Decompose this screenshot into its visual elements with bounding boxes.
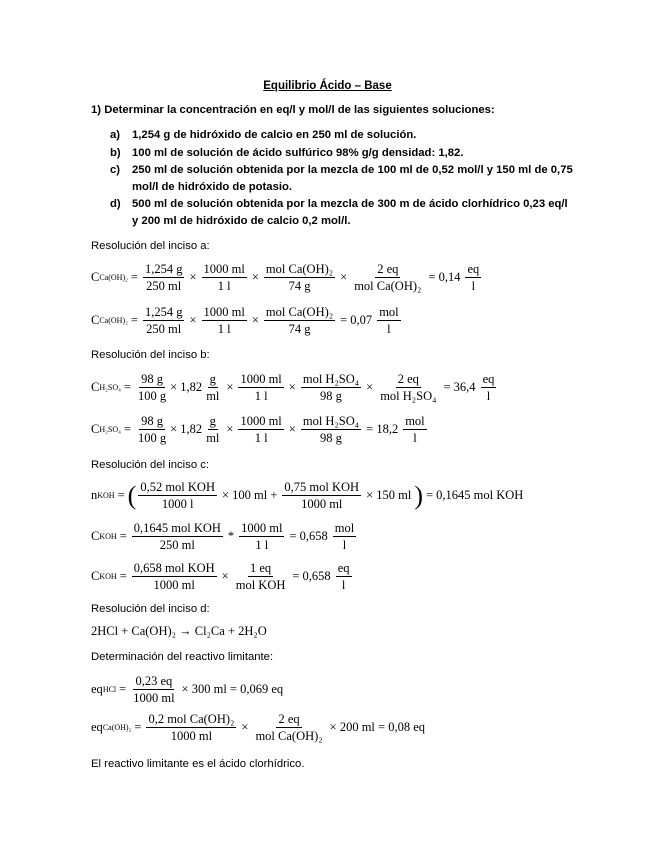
reaction-equation: 2HCl + Ca(OH)₂ → Cl₂Ca + 2H₂O (91, 624, 267, 638)
problem-text: Determinar la concentración en eq/l y mol/l de las siguientes soluciones: (104, 104, 495, 116)
equation-b1: C H₂SO₄ = $\frac{98 g}{100 g}$ × 1,82 $\frac{g}{ml}$ × $\frac{1000 ml}{1 l}$ × $\frac{\text{mol H₂SO₄}}{98 g}$ × $\frac{2 eq}{\text{mol H₂SO₄}}$ = 36,4 $\frac{eq}{l}$ (91, 372, 495, 403)
list-item-continuation: y 200 ml de hidróxido de calcio 0,2 mol/l. (132, 215, 351, 227)
equation-c3: C KOH = $\frac{\text{0,658 mol KOH}}{1000 ml}$ × $\frac{1 eq}{\text{mol KOH}}$ = 0,658 $\frac{eq}{l}$ (91, 561, 350, 592)
equation-b2: C H₂SO₄ = $\frac{98 g}{100 g}$ × 1,82 $\frac{g}{ml}$ × $\frac{1000 ml}{1 l}$ × $\frac{\text{mol H₂SO₄}}{98 g}$ = 18,2 $\frac{\text{mol}}{l}$ (91, 414, 425, 445)
equation-a2: C Ca(OH)₂ = $\frac{1,254 g}{250 ml}$ × $\frac{1000 ml}{1 l}$ × $\frac{\text{mol Ca(OH)₂}}{74 g}$ = 0,07 $\frac{\text{mol}}{l}$ (91, 305, 399, 336)
problem-number: 1) (91, 104, 102, 116)
list-item: d) 500 ml de solución obtenida por la mezcla de 300 m de ácido clorhídrico 0,23 eq/l (110, 198, 568, 210)
list-item: c) 250 ml de solución obtenida por la mezcla de 100 ml de 0,52 mol/l y 150 ml de 0,75 (110, 164, 573, 176)
section-heading-a: Resolución del inciso a: (91, 240, 210, 252)
equation-c2: C KOH = $\frac{\text{0,1645 mol KOH}}{250 ml}$ * $\frac{1000 ml}{1 l}$ = 0,658 $\frac{\text{mol}}{l}$ (91, 521, 355, 552)
list-item: b) 100 ml de solución de ácido sulfúrico 98% g/g densidad: 1,82. (110, 147, 464, 159)
section-heading-d: Resolución del inciso d: (91, 603, 210, 615)
equation-a1: C Ca(OH)₂ = $\frac{1,254 g}{250 ml}$ × $\frac{1000 ml}{1 l}$ × $\frac{\text{mol Ca(OH)₂}}{74 g}$ × $\frac{2 eq}{\text{mol Ca(OH)₂}}$ = 0,14 $\frac{eq}{l}$ (91, 262, 480, 293)
section-heading-b: Resolución del inciso b: (91, 349, 210, 361)
conclusion-text: El reactivo limitante es el ácido clorhídrico. (91, 758, 305, 770)
equation-d1: eq HCl = $\frac{0,23 eq}{1000 ml}$ × 300 ml = 0,069 eq (91, 674, 284, 705)
limiting-reagent-heading: Determinación del reactivo limitante: (91, 651, 274, 663)
equation-c1: n KOH = ( $\frac{\text{0,52 mol KOH}}{1000 l}$ × 100 ml + $\frac{\text{0,75 mol KOH}}{1000 ml}$ × 150 ml ) = 0,1645 mol KOH (91, 480, 524, 511)
section-heading-c: Resolución del inciso c: (91, 459, 210, 471)
document-title: Equilibrio Ácido – Base (263, 80, 392, 92)
list-item: a) 1,254 g de hidróxido de calcio en 250 ml de solución. (110, 129, 417, 141)
problem-statement (91, 104, 495, 116)
equation-d2: eq Ca(OH)₂ = $\frac{\text{0,2 mol Ca(OH)₂}}{1000 ml}$ × $\frac{2 eq}{\text{mol Ca(OH)₂}}$ × 200 ml = 0,08 eq (91, 712, 425, 743)
list-item-continuation: mol/l de hidróxido de potasio. (132, 181, 293, 193)
